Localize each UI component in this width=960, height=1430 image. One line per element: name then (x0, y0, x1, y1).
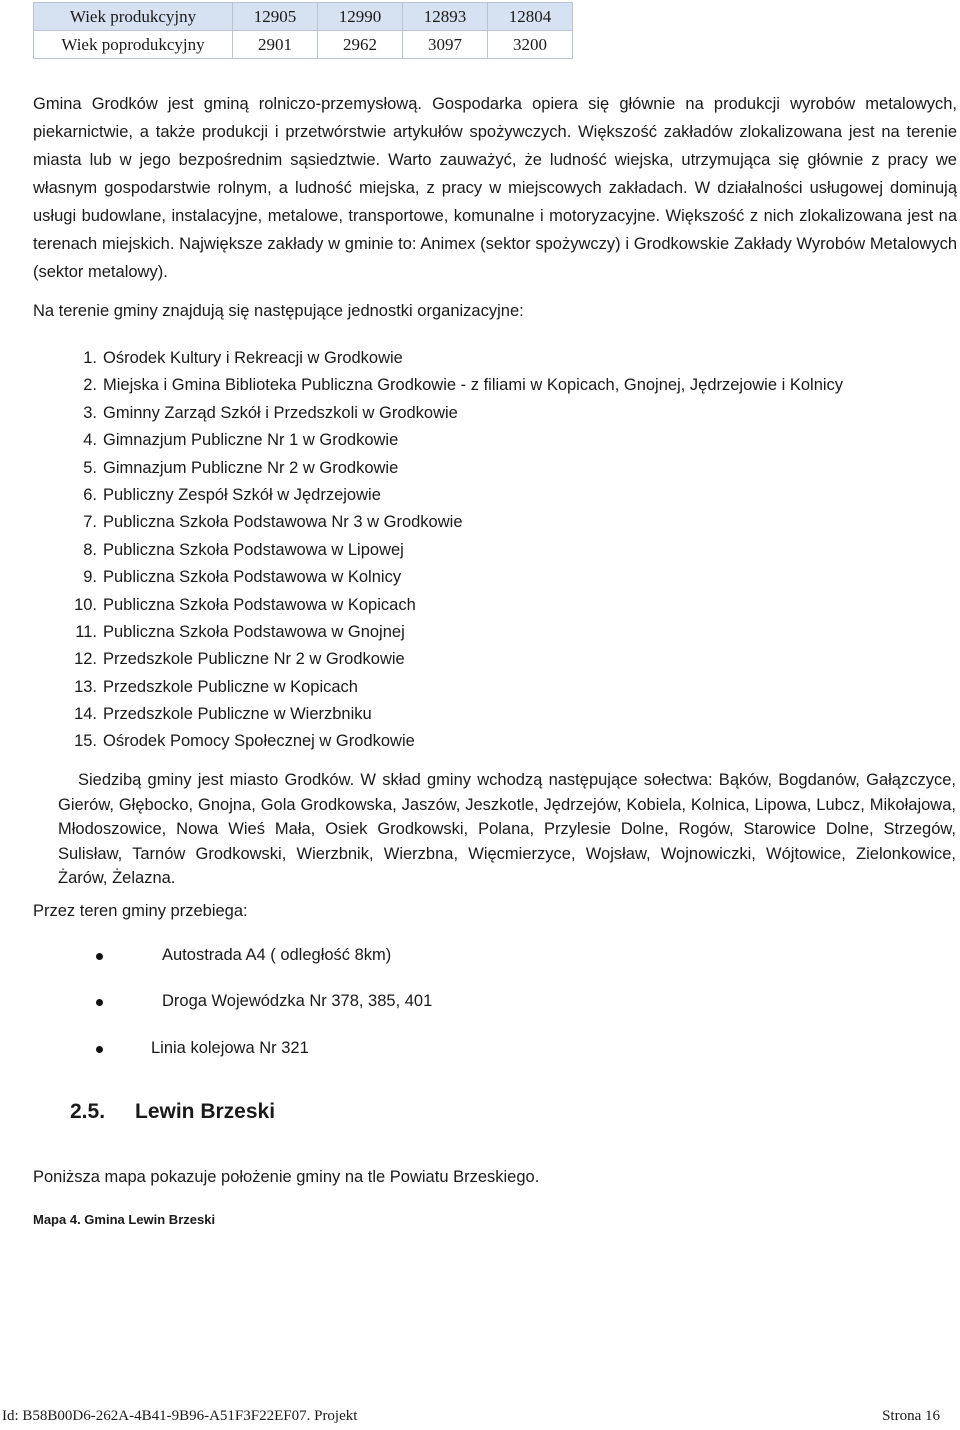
list-item (33, 674, 843, 701)
list-item-text: Publiczna Szkoła Podstawowa w Lipowej (103, 540, 404, 559)
list-item-number: 3. (83, 403, 97, 422)
list-item (33, 701, 843, 728)
list-item-text: Miejska i Gmina Biblioteka Publiczna Grodkowie - z filiami w Kopicach, Gnojnej, Jędrzejowie i Kolnicy (103, 376, 844, 395)
route-item: Autostrada A4 ( odległość 8km) (162, 946, 392, 964)
units-list (33, 345, 843, 756)
list-item-text: Przedszkole Publiczne w Wierzbniku (103, 705, 372, 724)
bullet-icon (96, 953, 103, 960)
section-number: 2.5. (70, 1100, 106, 1123)
routes-intro: Przez teren gminy przebiega: (33, 902, 248, 920)
solectwa-paragraph (58, 768, 956, 891)
table-cell: 2962 (318, 31, 403, 59)
list-item (33, 427, 843, 454)
table-cell: 12905 (233, 3, 318, 31)
list-item-text: Ośrodek Pomocy Społecznej w Grodkowie (103, 732, 415, 751)
list-item (33, 646, 843, 673)
list-item-number: 11. (75, 622, 97, 641)
list-item-number: 13. (74, 677, 97, 696)
list-item-number: 7. (83, 513, 97, 532)
list-item-number: 12. (74, 650, 97, 669)
list-item (33, 592, 843, 619)
table-cell: 12804 (488, 3, 573, 31)
list-item-number: 1. (83, 349, 97, 367)
list-item-text: Przedszkole Publiczne Nr 2 w Grodkowie (103, 650, 405, 669)
list-item (33, 564, 843, 591)
list-item-number: 15. (74, 732, 97, 751)
list-item-number: 14. (74, 705, 97, 724)
list-item (33, 728, 843, 755)
map-caption: Mapa 4. Gmina Lewin Brzeski (33, 1212, 216, 1227)
list-item-text: Przedszkole Publiczne w Kopicach (103, 677, 358, 696)
table-cell: 3200 (488, 31, 573, 59)
route-item: Linia kolejowa Nr 321 (151, 1039, 309, 1057)
table-cell: 12893 (403, 3, 488, 31)
list-item-number: 10. (74, 595, 97, 614)
page-number: Strona 16 (882, 1408, 940, 1424)
list-item-number: 2. (83, 376, 97, 395)
list-item-text: Gimnazjum Publiczne Nr 1 w Grodkowie (103, 431, 399, 450)
solectwa-text: Siedzibą gminy jest miasto Grodków. W skład gminy wchodzą następujące sołectwa: Bąków, Bogdanów, Gałązczyce, Gierów, Głębocko, Gnojna, Gola Grodkowska, Jaszów, Jeszkotle, Jędrzejów, Kobiela, Kolnica, Lipowa, Lubcz, Mikołajowa, Młodoszowice, Nowa Wieś Mała, Osiek Grodkowski, Polana, Przylesie Dolne, Rogów, Starowice Dolne, Strzegów, Sulisław, Tarnów Grodkowski, Wierzbnik, Wierzbna, Więcmierzyce, Wojsław, Wojnowiczki, Wójtowice, Zielonkowice, Żarów, Żelazna. (58, 771, 956, 887)
list-item-number: 5. (83, 458, 97, 477)
table-cell: Wiek produkcyjny (34, 3, 233, 31)
table-row (34, 3, 573, 31)
list-item (33, 455, 843, 482)
document-id: Id: B58B00D6-262A-4B41-9B96-A51F3F22EF07. Projekt (2, 1408, 358, 1424)
list-item-number: 6. (83, 485, 97, 504)
population-table (33, 2, 573, 59)
list-item-text: Publiczna Szkoła Podstawowa w Kolnicy (103, 568, 402, 587)
list-item-text: Gimnazjum Publiczne Nr 2 w Grodkowie (103, 458, 399, 477)
list-item (33, 482, 843, 509)
table-cell: Wiek poprodukcyjny (34, 31, 233, 59)
list-item-text: Gminny Zarząd Szkół i Przedszkoli w Grodkowie (103, 403, 458, 422)
list-item-text: Publiczna Szkoła Podstawowa w Gnojnej (103, 622, 405, 641)
units-intro: Na terenie gminy znajdują się następujące jednostki organizacyjne: (33, 302, 524, 320)
list-item-text: Publiczna Szkoła Podstawowa w Kopicach (103, 595, 416, 614)
list-item-text: Publiczna Szkoła Podstawowa Nr 3 w Grodkowie (103, 513, 463, 532)
list-item-number: 4. (83, 431, 97, 450)
bullet-icon (96, 1046, 103, 1053)
bullet-icon (96, 999, 103, 1006)
table-cell: 3097 (403, 31, 488, 59)
list-item (33, 509, 843, 536)
economy-text-part1: Gmina Grodków jest gminą rolniczo-przemysłową. Gospodarka opiera się głównie na produkcji wyrobów metalowych, piekarnictwie, a także produkcji i przetwórstwie artykułów spożywczych. Większość zakładów zlokalizowana jest na terenie miasta lub w jego bezpośrednim sąsiedztwie. Warto zauważyć, że ludność wiejska, utrzymująca się głównie z pracy we własnym gospodarstwie rolnym, a ludność miejska, z pracy w miejscowych zakładach. (33, 95, 957, 197)
list-item (33, 372, 843, 399)
table-cell: 12990 (318, 3, 403, 31)
table-row (34, 31, 573, 59)
map-intro: Poniższa mapa pokazuje położenie gminy na tle Powiatu Brzeskiego. (33, 1168, 540, 1186)
table-cell: 2901 (233, 31, 318, 59)
list-item (33, 400, 843, 427)
list-item-number: 8. (83, 540, 97, 559)
list-item-number: 9. (83, 568, 97, 587)
route-item: Droga Wojewódzka Nr 378, 385, 401 (162, 992, 433, 1010)
economy-text-part2: W działalności usługowej dominują usługi budowlane, instalacyjne, metalowe, transportowe, komunalne i motoryzacyjne. Większość z nich zlokalizowana jest na terenach miejskich. Największe zakłady w gminie to: Animex (sektor spożywczy) i Grodkowskie Zakłady Wyrobów Metalowych (sektor metalowy). (33, 179, 957, 281)
economy-paragraph (33, 90, 957, 286)
list-item (33, 537, 843, 564)
list-item (33, 619, 843, 646)
section-title: Lewin Brzeski (135, 1100, 276, 1123)
list-item-text: Publiczny Zespół Szkół w Jędrzejowie (103, 485, 381, 504)
list-item (33, 345, 843, 372)
list-item-text: Ośrodek Kultury i Rekreacji w Grodkowie (103, 349, 403, 367)
